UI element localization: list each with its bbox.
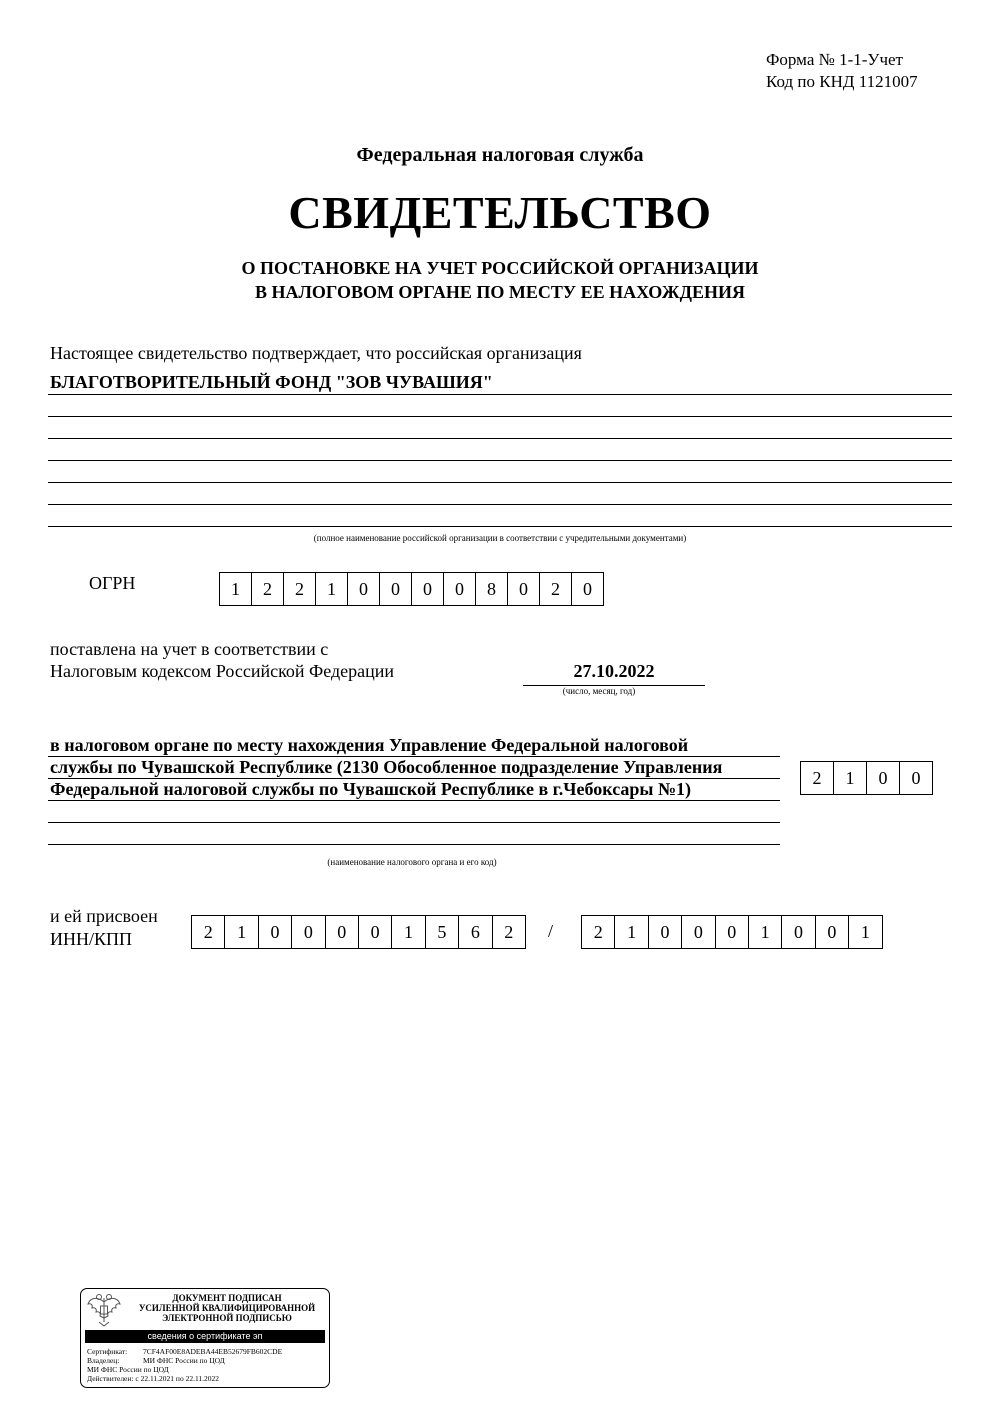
- subtitle-line-1: О ПОСТАНОВКЕ НА УЧЕТ РОССИЙСКОЙ ОРГАНИЗАЦИИ: [241, 258, 759, 278]
- certificate-info-bar: сведения о сертификате эп: [85, 1330, 325, 1343]
- owner-value: МИ ФНС России по ЦОД: [143, 1356, 225, 1365]
- org-name-caption: (полное наименование российской организации в соответствии с учредительными документами): [313, 533, 687, 543]
- inn-cells: [191, 915, 526, 949]
- validity-row: [87, 1374, 219, 1383]
- inn-digit: 1: [225, 916, 258, 948]
- coat-of-arms-icon: [85, 1292, 123, 1328]
- kpp-cells: [581, 915, 883, 949]
- kpp-digit: 2: [582, 916, 615, 948]
- form-number-line: Форма № 1-1-Учет: [766, 50, 903, 69]
- org-line-2: [48, 416, 952, 417]
- ogrn-digit: 0: [412, 573, 444, 605]
- signature-heading-1: ДОКУМЕНТ ПОДПИСАН: [172, 1293, 282, 1303]
- kpp-digit: 0: [716, 916, 749, 948]
- registered-text-1: поставлена на учет в соответствии с: [50, 639, 329, 659]
- certificate-value: 7CF4AF00E8ADEBA44EB52679FB602CDE: [143, 1347, 283, 1356]
- ogrn-digit: 2: [252, 573, 284, 605]
- ogrn-digit: 0: [508, 573, 540, 605]
- electronic-signature-stamp: [80, 1288, 330, 1388]
- signature-heading-3: ЭЛЕКТРОННОЙ ПОДПИСЬЮ: [162, 1313, 292, 1323]
- ogrn-digit: 0: [348, 573, 380, 605]
- inn-digit: 6: [459, 916, 492, 948]
- registration-date: 27.10.2022: [573, 661, 655, 681]
- inn-digit: 2: [192, 916, 225, 948]
- kpp-digit: 0: [816, 916, 849, 948]
- authority-line-2: службы по Чувашской Республике (2130 Обособленное подразделение Управления: [50, 757, 723, 777]
- ogrn-digit: 2: [540, 573, 572, 605]
- kpp-digit: 0: [782, 916, 815, 948]
- kpp-digit: 1: [615, 916, 648, 948]
- knd-code-line: Код по КНД 1121007: [766, 72, 918, 91]
- ogrn-digit: 0: [444, 573, 476, 605]
- certificate-row: [87, 1347, 282, 1356]
- owner-extra-row: МИ ФНС России по ЦОД: [87, 1365, 169, 1374]
- inn-digit: 2: [493, 916, 526, 948]
- form-number: [766, 49, 918, 93]
- organization-name: БЛАГОТВОРИТЕЛЬНЫЙ ФОНД "ЗОВ ЧУВАШИЯ": [50, 372, 493, 392]
- authority-caption: (наименование налогового органа и его код): [327, 857, 497, 867]
- org-line-3: [48, 438, 952, 439]
- authority-code-cells: [800, 761, 933, 795]
- owner-label: Владелец:: [87, 1356, 120, 1365]
- inn-kpp-separator: /: [548, 921, 554, 941]
- ogrn-label: ОГРН: [89, 573, 136, 593]
- certificate-label: Сертификат:: [87, 1347, 128, 1356]
- authority-rule-3: [48, 800, 780, 801]
- authority-line-1: в налоговом органе по месту нахождения Управление Федеральной налоговой: [50, 735, 689, 755]
- authority-rule-5: [48, 844, 780, 845]
- kpp-digit: 0: [649, 916, 682, 948]
- org-line-6: [48, 504, 952, 505]
- inn-digit: 0: [292, 916, 325, 948]
- validity-value: с 22.11.2021 по 22.11.2022: [135, 1374, 220, 1383]
- document-subtitle: [0, 256, 1000, 304]
- inn-digit: 1: [392, 916, 425, 948]
- ogrn-digit: 1: [220, 573, 252, 605]
- owner-row: [87, 1356, 225, 1365]
- inn-digit: 0: [326, 916, 359, 948]
- ogrn-digit: 0: [380, 573, 412, 605]
- intro-text: Настоящее свидетельство подтверждает, что российская организация: [50, 343, 582, 363]
- ogrn-digit: 1: [316, 573, 348, 605]
- authority-code-digit: 2: [801, 762, 834, 794]
- org-line-4: [48, 460, 952, 461]
- ogrn-digit: 8: [476, 573, 508, 605]
- kpp-digit: 1: [849, 916, 882, 948]
- kpp-digit: 1: [749, 916, 782, 948]
- authority-code-digit: 0: [867, 762, 900, 794]
- inn-digit: 0: [259, 916, 292, 948]
- inn-kpp-label: ИНН/КПП: [50, 929, 133, 949]
- kpp-digit: 0: [682, 916, 715, 948]
- date-caption: (число, месяц, год): [562, 686, 636, 696]
- ogrn-digit: 2: [284, 573, 316, 605]
- org-line-1: [48, 394, 952, 395]
- subtitle-line-2: В НАЛОГОВОМ ОРГАНЕ ПО МЕСТУ ЕЕ НАХОЖДЕНИЯ: [255, 282, 745, 302]
- inn-digit: 5: [426, 916, 459, 948]
- org-line-5: [48, 482, 952, 483]
- validity-label: Действителен:: [87, 1374, 134, 1383]
- inn-digit: 0: [359, 916, 392, 948]
- service-name: Федеральная налоговая служба: [356, 144, 644, 166]
- authority-line-3: Федеральной налоговой службы по Чувашской Республике в г.Чебоксары №1): [50, 779, 692, 799]
- authority-rule-4: [48, 822, 780, 823]
- signature-heading: [129, 1293, 325, 1323]
- assigned-text: и ей присвоен: [50, 906, 158, 926]
- org-line-7: [48, 526, 952, 527]
- document-title: СВИДЕТЕЛЬСТВО: [288, 187, 712, 238]
- authority-code-digit: 1: [834, 762, 867, 794]
- ogrn-cells: [219, 572, 604, 606]
- ogrn-digit: 0: [572, 573, 604, 605]
- signature-heading-2: УСИЛЕННОЙ КВАЛИФИЦИРОВАННОЙ: [138, 1303, 316, 1313]
- authority-code-digit: 0: [900, 762, 933, 794]
- registered-text-2: Налоговым кодексом Российской Федерации: [50, 661, 395, 681]
